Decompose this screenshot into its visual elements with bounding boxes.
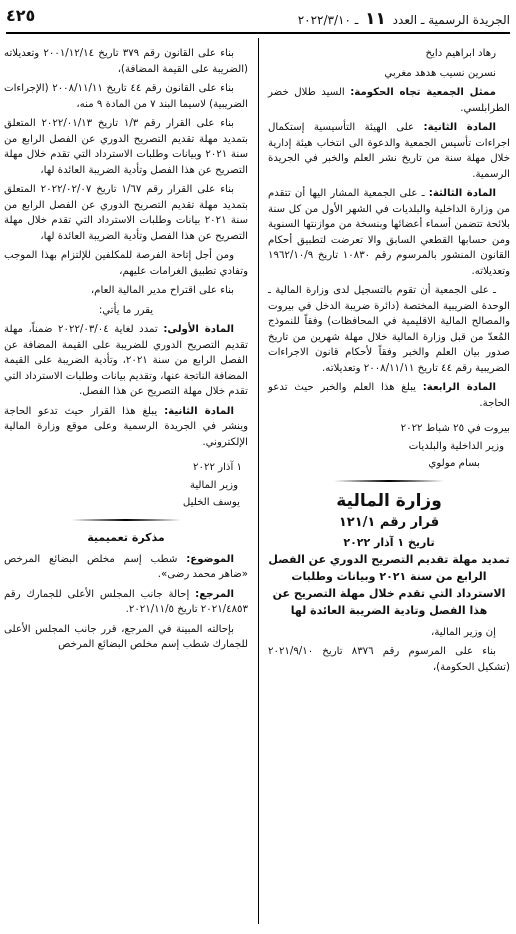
article-text: على الهيئة التأسيسية إستكمال اجراءات تأسيس الجمعية والدعوة الى انتخاب هيئة إدارية خلال مهلة سنة من تاريخ نشر العلم والخبر في الجريدة الرسمية. xyxy=(268,122,510,180)
legal-basis: بناء على اقتراح مدير المالية العام، xyxy=(90,285,234,296)
ministry-heading: وزارة المالية xyxy=(336,490,442,511)
reference-label: المرجع: xyxy=(195,588,234,600)
legal-basis: ومن أجل إتاحة الفرصة للمكلفين للإلتزام بهذا الموجب وتفادي تطبيق الغرامات عليهم، xyxy=(4,250,248,277)
article-3 xyxy=(268,186,510,279)
article-label: المادة الثالثة: xyxy=(428,188,496,199)
member-name: رهاد ابراهيم دايخ xyxy=(425,48,496,59)
section-divider xyxy=(4,519,248,521)
legal-basis: بناء على القانون رقم ٤٤ تاريخ ٢٠٠٨/١١/١١ (الإجراءات الضريبية) لاسيما البند ٧ من المادة ٩ منه، xyxy=(4,83,248,110)
decision-title: تمديد مهلة تقديم التصريح الدوري عن الفصل الرابع من سنة ٢٠٢١ وبيانات وطلبات الاسترداد التي تقدم خلال مهلة التصريح عن هذا الفصل وتادية الضريبة العائدة لها xyxy=(268,552,510,617)
article-4 xyxy=(268,380,510,411)
article-text: ـ على الجمعية المشار اليها أن تتقدم من وزارة الداخلية والبلديات في الشهر الأول من كل سنة بلائحة تتضمن أسماء أعضائها وبنسخة من موازنتها السنوية ومن حسابها القطعي السابق والا تعرضت لتطبيق أحكام القانون المنشور بالمرسوم رقم ١٠٨٣٠ تاريخ ١٩٦٢/١٠/٩ وتعديلاته. xyxy=(268,188,511,277)
right-column xyxy=(268,46,510,679)
reference-text: إحالة جانب المجلس الأعلى للجمارك رقم ٢٠٢١/٤٨٥٣ تاريخ ٢٠٢١/١١/٥. xyxy=(4,588,248,615)
subject-text: شطب إسم مخلص البضائع المرخص «ضاهر محمد رضى». xyxy=(4,553,248,580)
issue-date: ـ ٢٠٢٢/٣/١٠ xyxy=(297,13,359,27)
legal-basis: بناء على القرار رقم ١/٣ تاريخ ٢٠٢٢/٠١/١٣ المتعلق بتمديد مهلة تقديم التصريح الدوري عن الفصل الرابع من سنة ٢٠٢١ وبيانات وطلبات الاسترداد التي تقدم خلال مهلة التصريح عن هذا الفصل وتأدية الضريبة العائدة لها، xyxy=(4,118,248,176)
member-name: نسرين نسيب هدهد مغربي xyxy=(384,67,496,79)
article-text: تمدد لغاية ٢٠٢٢/٠٣/٠٤ ضمناً، مهلة تقديم التصريح الدوري للضريبة على القيمة المضافة عن الفصل الرابع من سنة ٢٠٢١، وتأدية الضريبة على القيمة المضافة الناتجة عنها، وتقديم بيانات وطلبات الاسترداد التي تقدم خلال مهلة التصريح عن هذا الفصل. xyxy=(4,324,248,397)
signature-name: بسام مولوي xyxy=(428,458,480,469)
signature-date: ١ آذار ٢٠٢٢ xyxy=(193,462,242,473)
minister-intro: إن وزير المالية، xyxy=(431,626,496,638)
section-divider xyxy=(268,480,510,482)
subject-label: الموضوع: xyxy=(186,553,234,565)
article-label: المادة الرابعة: xyxy=(422,382,496,393)
decides-heading: يقرر ما يأتي: xyxy=(98,304,154,316)
representative-label: ممثل الجمعية تجاه الحكومة: xyxy=(350,87,496,98)
article-text: يبلغ هذا العلم والخبر حيث تدعو الحاجة. xyxy=(268,382,510,409)
article-2 xyxy=(4,404,248,451)
article-1 xyxy=(4,322,248,400)
representative-value: السيد طلال خضر الطرابلسي. xyxy=(268,87,510,114)
signature-place-date: بيروت في ٢٥ شباط ٢٠٢٢ xyxy=(400,423,510,434)
legal-basis: بناء على المرسوم رقم ٨٣٧٦ تاريخ ٢٠٢١/٩/١٠ (تشكيل الحكومة)، xyxy=(268,646,510,673)
decision-date: تاريخ ١ آذار ٢٠٢٢ xyxy=(343,535,435,549)
memo-subject xyxy=(4,552,248,583)
legal-basis: بناء على القانون رقم ٣٧٩ تاريخ ٢٠٠١/١٢/١٤ وتعديلاته (الضريبة على القيمة المضافة)، xyxy=(4,48,248,75)
signature-title: وزير المالية xyxy=(189,479,238,491)
article-text: يبلغ هذا القرار حيث تدعو الحاجة وينشر في الجريدة الرسمية وعلى موقع وزارة المالية الإلكتروني. xyxy=(4,405,248,448)
article-label: المادة الثانية: xyxy=(423,122,496,133)
page-header xyxy=(6,6,510,28)
article-3-part-2: ـ على الجمعية أن تقوم بالتسجيل لدى وزارة المالية ـ الوحدة الضريبية المختصة (دائرة ضريبة الدخل في بيروت والمصالح المالية الاقليمية في المحافظات) وفقاً للنموذج المُعدّ من قبل وزارة المالية خلال مهلة شهرين من تاريخ صدور بيان العلم والخبر وفقاً لأحكام قانون الاجراءات الضريبية رقم ٤٤ تاريخ ٢٠٠٨/١١/١١ وتعديلاته. xyxy=(268,285,510,374)
article-label: المادة الثانية: xyxy=(164,405,234,417)
representative xyxy=(268,85,510,116)
memo-reference xyxy=(4,587,248,618)
memo-body: بإحالته المبينة في المرجع، قرر جانب المجلس الأعلى للجمارك شطب إسم مخلص البضائع المرخص xyxy=(4,623,248,650)
column-divider xyxy=(258,38,259,924)
decision-number: قرار رقم ١٢١/١ xyxy=(338,514,440,530)
header-title xyxy=(298,9,510,29)
legal-basis: بناء على القرار رقم ١/٦٧ تاريخ ٢٠٢٢/٠٢/٠٧ المتعلق بتمديد مهلة تقديم التصريح الدوري عن الفصل الرابع من سنة ٢٠٢١ بيانات وطلبات الاسترداد التي تقدم خلال مهلة التصريح عن هذا الفصل وتأدية الضريبة العائدة لها، xyxy=(4,184,248,242)
memo-title: مذكرة تعميمية xyxy=(87,530,165,544)
issue-number: ١١ xyxy=(365,9,386,29)
gazette-name: الجريدة الرسمية ـ العدد xyxy=(392,13,510,27)
page-number: ٤٢٥ xyxy=(6,6,36,25)
header-rule xyxy=(6,32,510,34)
article-2 xyxy=(268,120,510,182)
left-column xyxy=(4,46,248,657)
article-label: المادة الأولى: xyxy=(163,324,234,335)
signature-title: وزير الداخلية والبلديات xyxy=(408,440,504,452)
signature-name: يوسف الخليل xyxy=(182,497,240,508)
